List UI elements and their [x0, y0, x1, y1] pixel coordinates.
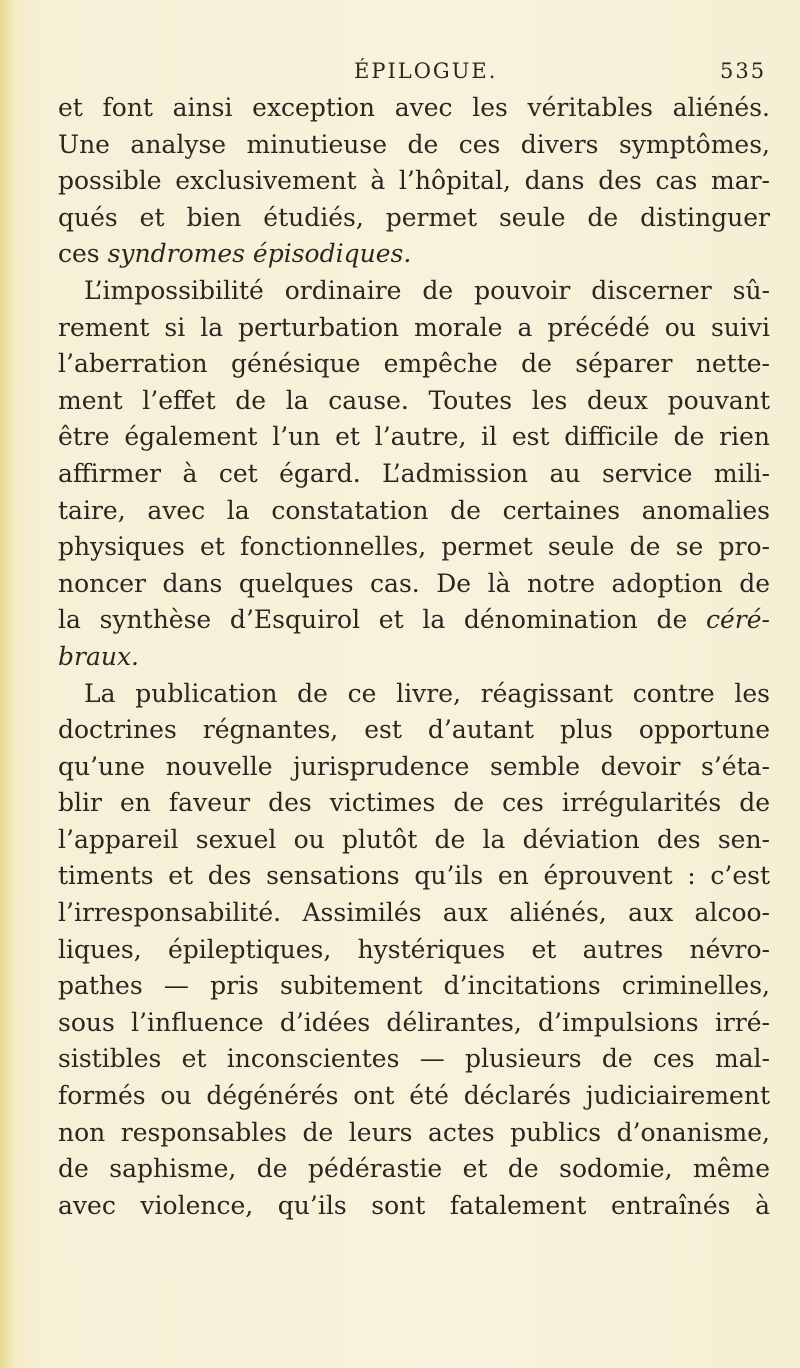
text-line: sous l’influence d’idées délirantes, d’impulsions irré- [58, 1007, 770, 1037]
text-line: pathes — pris subitement d’incitations criminelles, [58, 971, 770, 1001]
text-line: non responsables de leurs actes publics d’onanisme, [58, 1117, 770, 1147]
text-line: L’impossibilité ordinaire de pouvoir discerner sû- [84, 275, 770, 305]
text-line: ces syndromes épisodiques. [58, 239, 412, 269]
text-line: La publication de ce livre, réagissant contre les [84, 678, 770, 708]
text-line: avec violence, qu’ils sont fatalement entraînés à [58, 1190, 770, 1220]
running-header [354, 59, 774, 85]
text-line: et font ainsi exception avec les véritables aliénés. [58, 93, 770, 122]
text-line: rement si la perturbation morale a précédé ou suivi [58, 312, 770, 342]
text-line: braux. [58, 641, 140, 671]
page-gutter-shadow [0, 0, 12, 1368]
text-line: formés ou dégénérés ont été déclarés judiciairement [58, 1081, 770, 1111]
text-line: qués et bien étudiés, permet seule de distinguer [58, 202, 770, 232]
text-line: qu’une nouvelle jurisprudence semble devoir s’éta- [58, 751, 770, 781]
text-line: ment l’effet de la cause. Toutes les deux pouvant [58, 385, 770, 415]
text-line: être également l’un et l’autre, il est difficile de rien [58, 422, 770, 452]
text-line: sistibles et inconscientes — plusieurs de ces mal- [58, 1044, 770, 1074]
text-line: l’irresponsabilité. Assimilés aux aliénés, aux alcoo- [58, 898, 770, 928]
text-line: liques, épileptiques, hystériques et autres névro- [58, 934, 770, 964]
text-line: Une analyse minutieuse de ces divers symptômes, [58, 129, 770, 159]
text-line: affirmer à cet égard. L’admission au service mili- [58, 458, 770, 488]
text-line: l’aberration génésique empêche de séparer nette- [58, 349, 770, 379]
running-title: ÉPILOGUE. [354, 59, 498, 83]
text-line: possible exclusivement à l’hôpital, dans des cas mar- [58, 166, 770, 196]
text-line: noncer dans quelques cas. De là notre adoption de [58, 568, 770, 598]
text-line: de saphisme, de pédérastie et de sodomie, même [58, 1154, 770, 1184]
text-line: blir en faveur des victimes de ces irrégularités de [58, 788, 770, 818]
text-line: l’appareil sexuel ou plutôt de la déviation des sen- [58, 824, 770, 854]
text-line: physiques et fonctionnelles, permet seule de se pro- [58, 532, 770, 562]
text-line: la synthèse d’Esquirol et la dénomination de céré- [58, 605, 770, 635]
text-line: timents et des sensations qu’ils en éprouvent : c’est [58, 861, 770, 891]
body-text [58, 90, 770, 1224]
text-line: taire, avec la constatation de certaines anomalies [58, 495, 770, 525]
text-line: doctrines régnantes, est d’autant plus opportune [58, 715, 770, 745]
page-number: 535 [720, 59, 767, 83]
